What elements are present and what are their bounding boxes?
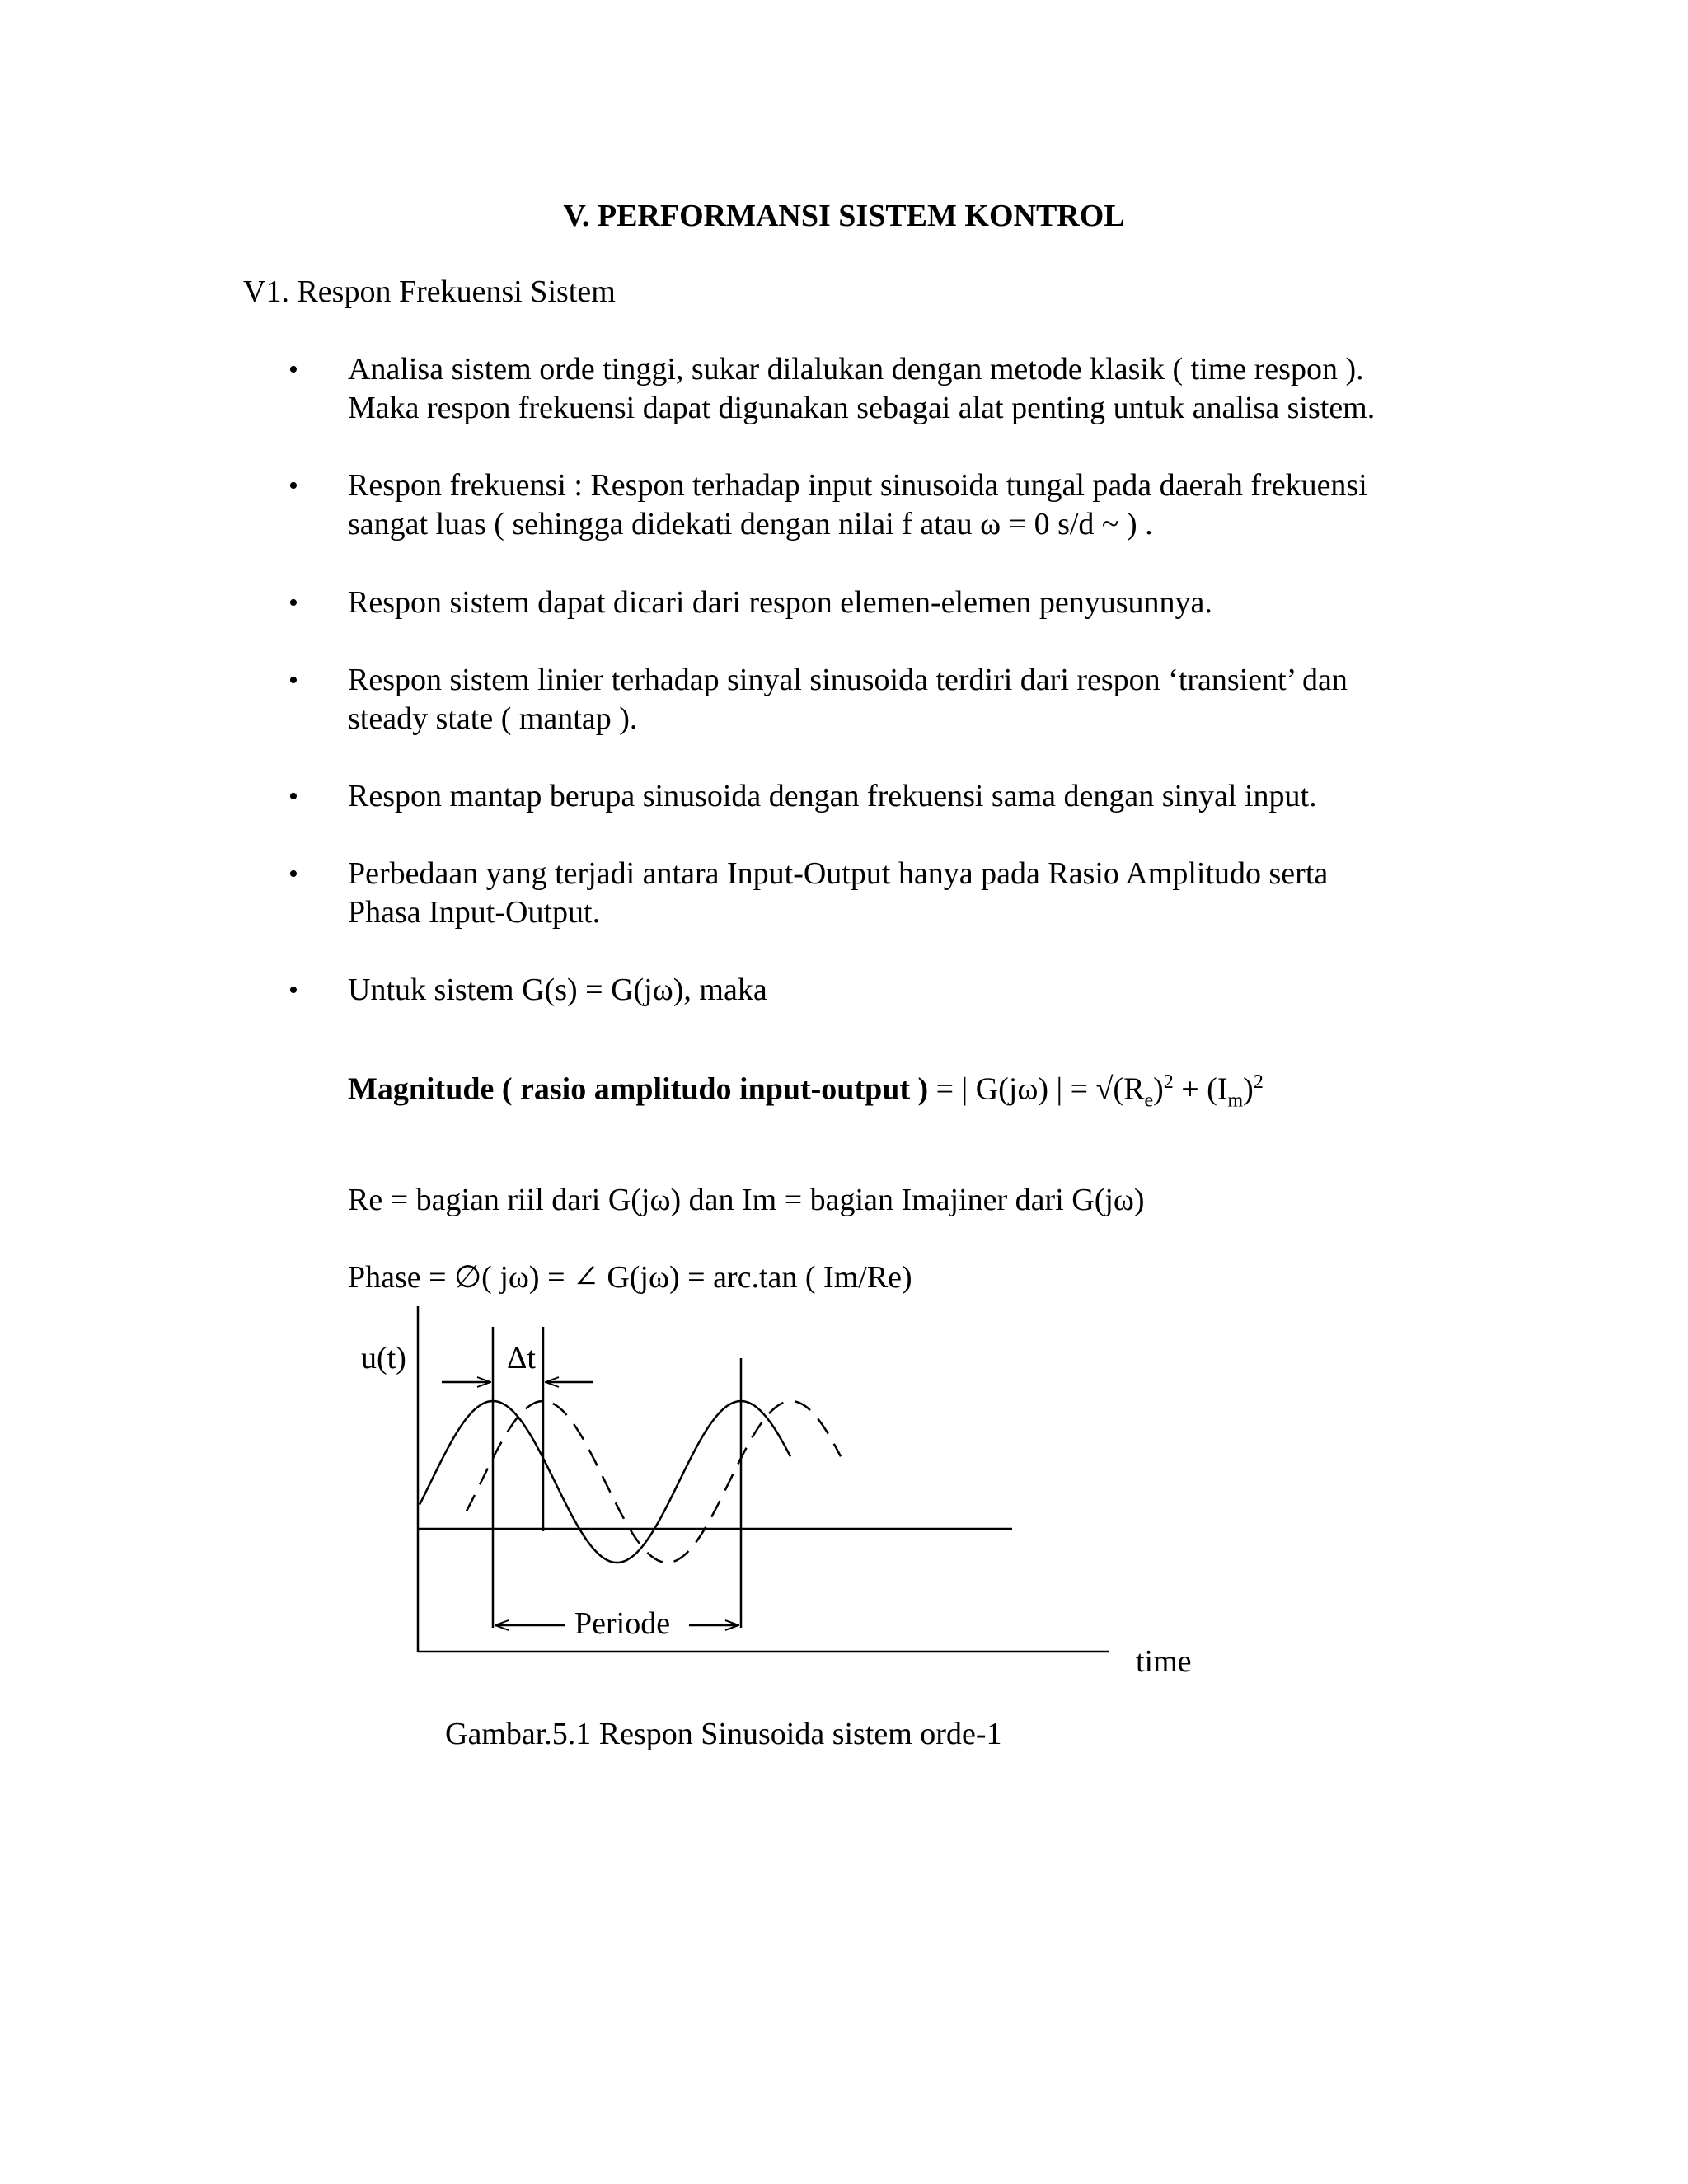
magnitude-expression: = | G(jω) | = √(R [928, 1071, 1145, 1107]
bullet-dot: • [288, 588, 298, 618]
page-title: V. PERFORMANSI SISTEM KONTROL [563, 199, 1125, 233]
bullet-line: Untuk sistem G(s) = G(jω), maka [348, 972, 767, 1007]
x-axis-label: time [1136, 1644, 1192, 1679]
bullet-line: Respon sistem linier terhadap sinyal sinusoida terdiri dari respon ‘transient’ dan [348, 663, 1348, 697]
magnitude-paren: ) [1153, 1071, 1164, 1107]
re-square: 2 [1163, 1071, 1174, 1093]
section-heading: V1. Respon Frekuensi Sistem [243, 274, 616, 309]
bullet-line: sangat luas ( sehingga didekati dengan nilai f atau ω = 0 s/d ~ ) . [348, 507, 1153, 541]
bullet-dot: • [288, 975, 298, 1005]
magnitude-label: Magnitude ( rasio amplitudo input-output ) [348, 1071, 929, 1107]
bullet-line: Maka respon frekuensi dapat digunakan sebagai alat penting untuk analisa sistem. [348, 391, 1376, 425]
phase-formula: Phase = ∅( jω) = ∠ G(jω) = arc.tan ( Im/Re) [348, 1260, 912, 1295]
period-label: Periode [574, 1606, 671, 1641]
magnitude-plus: + (I [1173, 1071, 1228, 1107]
bullet-dot: • [288, 665, 298, 696]
magnitude-paren: ) [1243, 1071, 1254, 1107]
re-im-definition: Re = bagian riil dari G(jω) dan Im = bagian Imajiner dari G(jω) [348, 1183, 1145, 1217]
im-subscript: m [1227, 1090, 1244, 1112]
bullet-line: Analisa sistem orde tinggi, sukar dilalukan dengan metode klasik ( time respon ). [348, 352, 1364, 387]
re-subscript: e [1144, 1090, 1154, 1112]
bullet-dot: • [288, 859, 298, 889]
bullet-line: steady state ( mantap ). [348, 701, 638, 736]
output-wave-dashed [467, 1401, 841, 1563]
delta-t-label: Δt [507, 1341, 536, 1376]
bullet-dot: • [288, 354, 298, 385]
bullet-line: Respon sistem dapat dicari dari respon elemen-elemen penyusunnya. [348, 585, 1212, 620]
im-square: 2 [1253, 1071, 1264, 1093]
bullet-line: Phasa Input-Output. [348, 895, 601, 930]
bullet-line: Respon mantap berupa sinusoida dengan frekuensi sama dengan sinyal input. [348, 779, 1317, 813]
bullet-dot: • [288, 781, 298, 812]
y-axis-label: u(t) [361, 1341, 406, 1376]
bullet-line: Perbedaan yang terjadi antara Input-Output hanya pada Rasio Amplitudo serta [348, 856, 1329, 891]
figure-caption: Gambar.5.1 Respon Sinusoida sistem orde-1 [445, 1717, 1002, 1751]
bullet-dot: • [288, 471, 298, 501]
bullet-line: Respon frekuensi : Respon terhadap input sinusoida tungal pada daerah frekuensi [348, 468, 1367, 503]
